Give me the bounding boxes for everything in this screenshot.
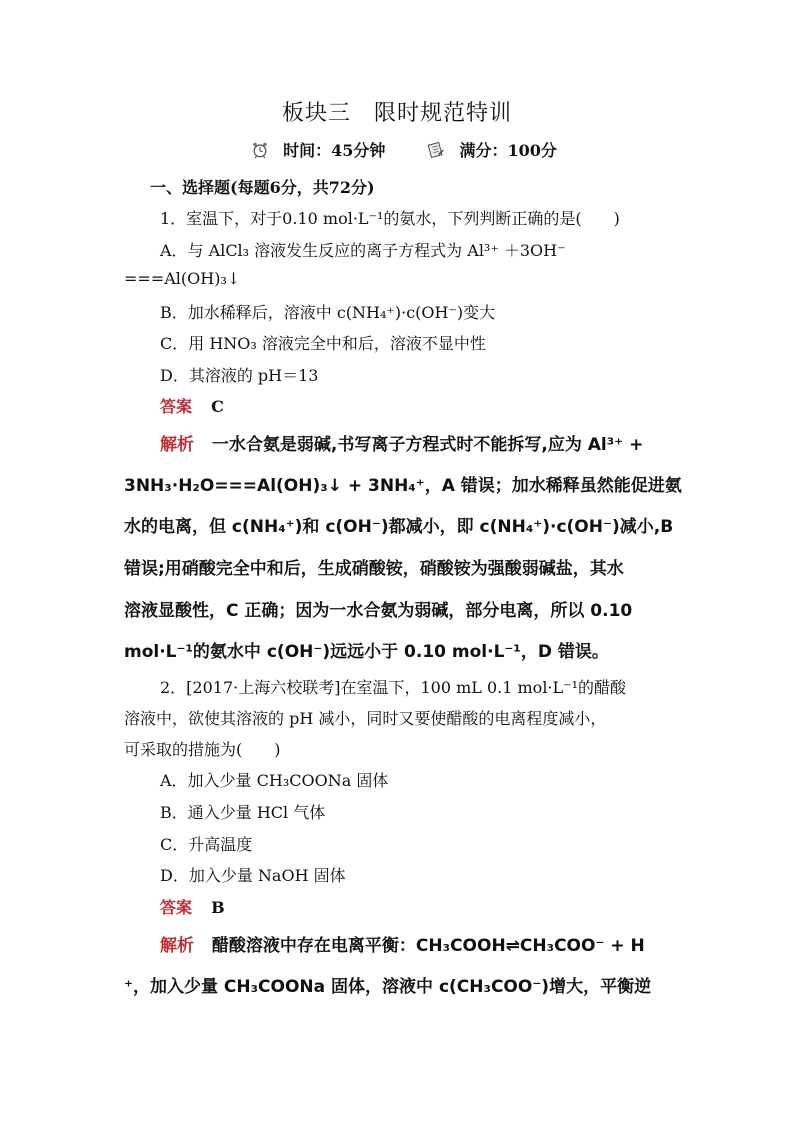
q1-analysis-line4: 错误;用硝酸完全中和后，生成硝酸铵，硝酸铵为强酸弱碱盐，其水 <box>124 559 624 579</box>
time-limit: 时间：45分钟 <box>283 141 386 160</box>
answer-label: 答案 <box>160 397 193 416</box>
q2-option-c: C．升高温度 <box>160 835 253 854</box>
q2-stem-line2: 溶液中，欲使其溶液的 pH 减小，同时又要使醋酸的电离程度减小， <box>124 709 607 728</box>
exam-meta <box>0 138 794 161</box>
q1-analysis-line1: 解析 一水合氨是弱碱,书写离子方程式时不能拆写,应为 Al³⁺ + <box>160 435 644 455</box>
q2-analysis-line1: 解析 醋酸溶液中存在电离平衡：CH₃COOH⇌CH₃COO⁻ + H <box>160 936 645 956</box>
q2-stem-line1: 2．[2017·上海六校联考]在室温下，100 mL 0.1 mol·L⁻¹的醋酸 <box>160 678 627 697</box>
q1-analysis-line3: 水的电离，但 c(NH₄⁺)和 c(OH⁻)都减小，即 c(NH₄⁺)·c(OH⁻)减小,B <box>124 517 674 537</box>
page-title: 板块三 限时规范特训 <box>281 101 512 126</box>
answer-value: B <box>211 898 225 917</box>
q1-analysis-line6: mol·L⁻¹的氨水中 c(OH⁻)远远小于 0.10 mol·L⁻¹，D 错误。 <box>124 642 609 662</box>
q2-stem-line3: 可采取的措施为( ) <box>124 740 281 759</box>
q1-stem: 1．室温下，对于0.10 mol·L⁻¹的氨水，下列判断正确的是( ) <box>160 209 620 228</box>
full-score: 满分：100分 <box>459 141 557 160</box>
q2-answer <box>160 895 720 918</box>
analysis-label: 解析 <box>160 435 194 455</box>
q2-analysis-line2: ⁺，加入少量 CH₃COONa 固体，溶液中 c(CH₃COO⁻)增大，平衡逆 <box>124 977 652 997</box>
q2-option-b: B．通入少量 HCl 气体 <box>160 803 326 822</box>
q1-option-a-line2: ===Al(OH)₃↓ <box>124 269 241 288</box>
q1-option-a-line1: A．与 AlCl₃ 溶液发生反应的离子方程式为 Al³⁺ ＋3OH⁻ <box>160 241 566 260</box>
q1-option-c: C．用 HNO₃ 溶液完全中和后，溶液不显中性 <box>160 334 486 353</box>
q1-option-d: D．其溶液的 pH＝13 <box>160 366 319 385</box>
q1-option-b: B．加水稀释后，溶液中 c(NH₄⁺)·c(OH⁻)变大 <box>160 303 496 322</box>
section-heading: 一、选择题(每题6分，共72分) <box>150 178 375 197</box>
q1-answer <box>160 394 720 417</box>
analysis-label: 解析 <box>160 936 194 956</box>
q1-analysis-line5: 溶液显酸性，C 正确；因为一水合氨为弱碱，部分电离，所以 0.10 <box>124 601 633 621</box>
q1-analysis-line2: 3NH₃·H₂O===Al(OH)₃↓ + 3NH₄⁺，A 错误；加水稀释虽然能促进氨 <box>124 476 682 496</box>
q2-option-a: A．加入少量 CH₃COONa 固体 <box>160 771 389 790</box>
alarm-clock-icon <box>251 141 269 159</box>
exam-paper-icon <box>427 141 445 159</box>
answer-label: 答案 <box>160 898 193 917</box>
answer-value: C <box>211 397 224 416</box>
q2-option-d: D．加入少量 NaOH 固体 <box>160 866 346 885</box>
